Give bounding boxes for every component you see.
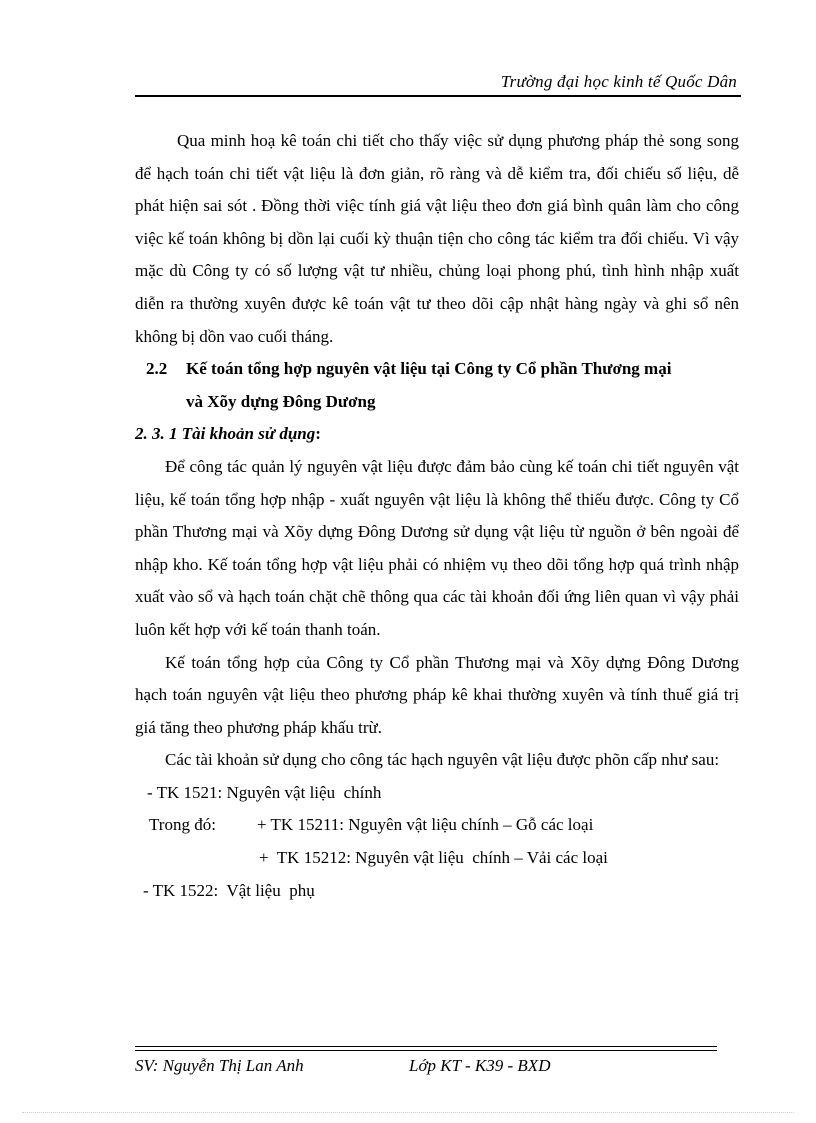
footer-rule-bottom <box>135 1050 717 1051</box>
document-body <box>135 125 739 907</box>
subsection-colon: : <box>315 424 321 444</box>
account-item-15211 <box>135 809 739 842</box>
paragraph-1: Qua minh hoạ kê toán chi tiết cho thấy việc sử dụng phương pháp thẻ song song để hạch toán chi tiết vật liệu là đơn giản, rõ ràng và dễ kiểm tra, đối chiếu số liệu, dễ phát hiện sai sót . Đồng thời việc tính giá vật liệu theo đơn giá bình quân làm cho công việc kế toán không bị dồn lại cuối kỳ thuận tiện cho công tác kiểm tra đối chiếu. Vì vậy mặc dù Công ty có số lượng vật tư nhiều, chủng loại phong phú, tình hình nhập xuất diễn ra thường xuyên được kê toán vật tư theo dõi cập nhật hàng ngày và ghi sổ nên không bị dồn vao cuối tháng. <box>135 131 739 346</box>
header-title: Trường đại học kinh tế Quốc Dân <box>500 72 737 91</box>
section-title-line-1: Kế toán tổng hợp nguyên vật liệu tại Công ty Cổ phần Thương mại <box>186 359 672 379</box>
paragraph-4: Các tài khoản sử dụng cho công tác hạch nguyên vật liệu được phõn cấp như sau: <box>165 750 720 770</box>
account-item-1522: - TK 1522: Vật liệu phụ <box>143 880 315 900</box>
subsection-title: 2. 3. 1 Tài khoản sử dụng <box>135 424 316 444</box>
paragraph-3: Kế toán tổng hợp của Công ty Cổ phần Thương mại và Xõy dựng Đông Dương hạch toán nguyên vật liệu theo phương pháp kê khai thường xuyên và tính thuế giá trị giá tăng theo phương pháp khấu trừ. <box>135 652 739 737</box>
section-title-line-2: và Xõy dựng Đông Dương <box>186 391 376 411</box>
account-item-label: Trong đó: <box>149 815 216 835</box>
account-item-text: + TK 15211: Nguyên vật liệu chính – Gỗ các loại <box>257 815 594 835</box>
section-number: 2.2 <box>146 359 168 379</box>
account-item-1521: - TK 1521: Nguyên vật liệu chính <box>147 782 382 802</box>
subsection-heading-2-3-1 <box>135 418 739 451</box>
section-heading-2-2 <box>146 353 739 418</box>
paragraph-2: Để công tác quản lý nguyên vật liệu được đảm bảo cùng kế toán chi tiết nguyên vật liệu, kế toán tổng hợp nhập - xuất nguyên vật liệu là không thể thiếu được. Công ty Cổ phần Thương mại và Xõy dựng Đông Dương sử dụng vật liệu từ nguồn ở bên ngoài để nhập kho. Kế toán tổng hợp vật liệu phải có nhiệm vụ theo dõi tổng hợp quá trình nhập xuất vào sổ và hạch toán chặt chẽ thông qua các tài khoản đối ứng liên quan vì vậy phải luôn kết hợp với kế toán thanh toán. <box>135 456 739 639</box>
bottom-dotted-line <box>22 1112 794 1113</box>
footer-class: Lớp KT - K39 - BXD <box>409 1056 551 1075</box>
footer-student: SV: Nguyễn Thị Lan Anh <box>135 1056 304 1075</box>
account-item-15212: + TK 15212: Nguyên vật liệu chính – Vải các loại <box>259 848 608 868</box>
section-title <box>186 353 671 418</box>
header-rule <box>135 95 741 97</box>
footer-rule-top <box>135 1046 717 1047</box>
page-header <box>135 72 741 98</box>
